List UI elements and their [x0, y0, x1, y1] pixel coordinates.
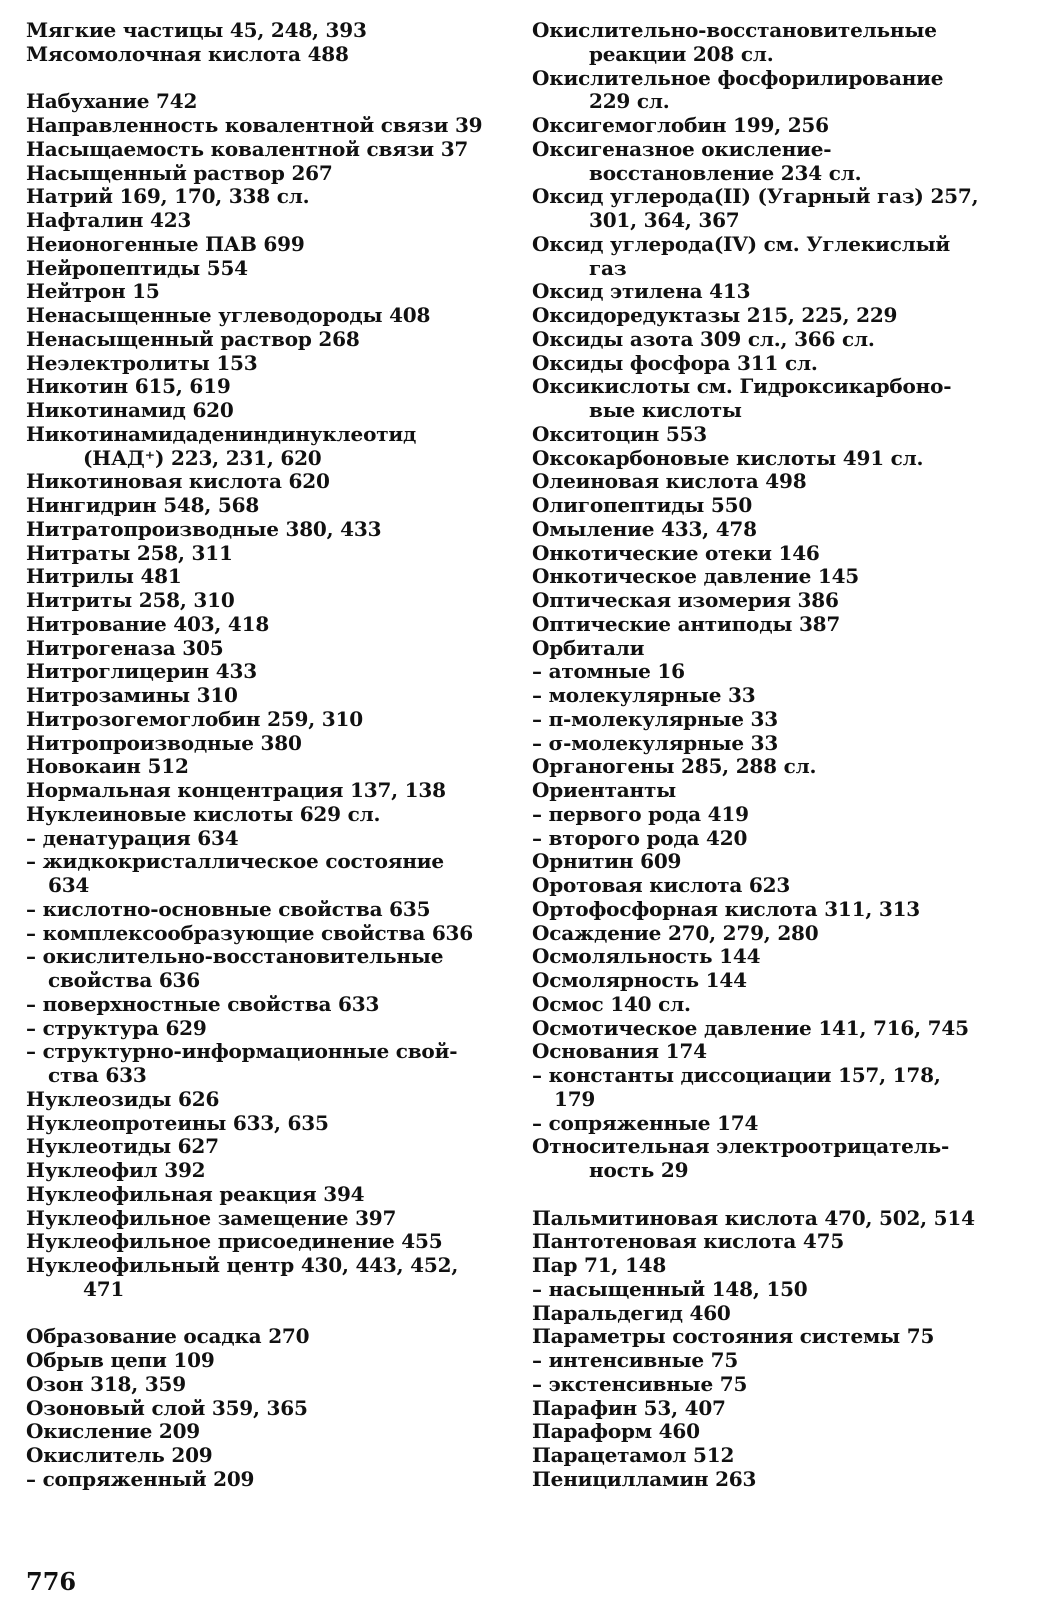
index-subentry — [532, 1349, 1012, 1373]
index-entry — [532, 922, 1012, 946]
index-entry-text: – σ-молекулярные 33 — [532, 730, 779, 755]
index-entry — [532, 945, 1012, 969]
index-entry — [26, 138, 506, 162]
index-entry — [532, 280, 1012, 304]
index-entry-text: – насыщенный 148, 150 — [532, 1276, 808, 1301]
index-entry-text: Нуклеиновые кислоты 629 сл. — [26, 801, 381, 826]
index-entry-text: Обрыв цепи 109 — [26, 1348, 215, 1372]
index-entry — [532, 1420, 1012, 1444]
index-entry — [26, 803, 506, 827]
index-entry — [26, 375, 506, 399]
index-entry-continuation: ность 29 — [589, 1158, 689, 1182]
index-entry-text: – сопряженные 174 — [532, 1110, 759, 1135]
index-entry-text: Ориентанты — [532, 778, 677, 802]
index-entry — [532, 1040, 1012, 1064]
index-entry-text: Онкотическое давление 145 — [532, 564, 860, 589]
index-entry-text: Нитропроизводные 380 — [26, 730, 302, 755]
index-entry — [532, 613, 1012, 637]
index-entry-text: Относительная электроотрицатель- — [532, 1134, 950, 1159]
index-entry-text: – структурно-информационные свой- — [26, 1039, 458, 1064]
index-subentry — [26, 1040, 506, 1088]
index-entry-continuation: 179 — [554, 1086, 596, 1111]
index-subentry — [26, 922, 506, 946]
index-entry-text: – денатурация 634 — [26, 825, 239, 850]
index-entry-text: – сопряженный 209 — [26, 1466, 255, 1491]
index-entry-text: Неионогенные ПАВ 699 — [26, 231, 305, 256]
index-entry-continuation: газ — [589, 255, 627, 280]
index-entry — [26, 19, 506, 43]
index-entry-text: – первого рода 419 — [532, 801, 749, 826]
index-entry-text: Нитрозогемоглобин 259, 310 — [26, 706, 363, 731]
index-entry — [26, 494, 506, 518]
index-entry — [532, 874, 1012, 898]
index-subentry — [532, 1373, 1012, 1397]
index-entry-text: Оксигеназное окисление- — [532, 136, 832, 161]
index-entry-text: Насыщаемость ковалентной связи 37 — [26, 136, 469, 161]
index-entry-text: Нуклеофильное замещение 397 — [26, 1205, 397, 1230]
index-entry — [532, 1444, 1012, 1468]
index-entry — [26, 209, 506, 233]
index-entry-text: Нитратопроизводные 380, 433 — [26, 516, 382, 541]
index-entry — [532, 1302, 1012, 1326]
index-entry-text: Насыщенный раствор 267 — [26, 160, 333, 185]
index-entry — [26, 1135, 506, 1159]
index-entry-text: Окситоцин 553 — [532, 421, 707, 446]
index-entry-text: – кислотно-основные свойства 635 — [26, 896, 431, 921]
index-entry-text: Мясомолочная кислота 488 — [26, 41, 349, 66]
index-entry-text: Никотинамид 620 — [26, 398, 234, 422]
index-entry — [532, 138, 1012, 186]
index-entry-text: Оксиды азота 309 сл., 366 сл. — [532, 326, 875, 351]
index-entry-text: Оксид этилена 413 — [532, 279, 751, 304]
index-subentry — [532, 1064, 1012, 1112]
index-entry-text: Нитрогеназа 305 — [26, 635, 224, 660]
index-entry-text: Нормальная концентрация 137, 138 — [26, 778, 446, 802]
index-entry-text: Осмос 140 сл. — [532, 991, 691, 1016]
index-entry — [26, 1373, 506, 1397]
index-subentry — [26, 993, 506, 1017]
index-entry-text: Оксид углерода(II) (Угарный газ) 257, — [532, 184, 979, 209]
index-subentry — [26, 850, 506, 898]
index-entry — [26, 1349, 506, 1373]
index-entry-text: Онкотические отеки 146 — [532, 540, 820, 565]
index-entry-continuation: 471 — [83, 1276, 125, 1301]
index-entry — [26, 684, 506, 708]
index-entry-text: Оксокарбоновые кислоты 491 сл. — [532, 445, 924, 470]
index-subentry — [532, 684, 1012, 708]
index-entry — [26, 660, 506, 684]
index-entry-text: Озон 318, 359 — [26, 1371, 186, 1396]
index-entry-text: Оксигемоглобин 199, 256 — [532, 113, 829, 137]
index-entry-continuation: 229 сл. — [589, 89, 670, 114]
index-entry — [26, 162, 506, 186]
index-entry — [532, 185, 1012, 233]
index-entry — [532, 423, 1012, 447]
index-entry-text: Параформ 460 — [532, 1419, 700, 1444]
index-entry — [532, 114, 1012, 138]
index-entry-continuation: свойства 636 — [48, 968, 200, 992]
index-entry — [26, 637, 506, 661]
index-entry — [26, 732, 506, 756]
index-entry-text: Нуклеофил 392 — [26, 1158, 206, 1182]
index-entry-continuation: восстановление 234 сл. — [589, 160, 862, 185]
index-entry — [532, 589, 1012, 613]
index-entry-text: Нитроглицерин 433 — [26, 659, 257, 684]
index-entry-text: Орнитин 609 — [532, 849, 682, 874]
index-entry — [532, 1397, 1012, 1421]
index-entry — [532, 375, 1012, 423]
index-entry — [532, 1017, 1012, 1041]
index-entry — [532, 1325, 1012, 1349]
index-entry — [26, 1207, 506, 1231]
index-entry-text: Окислительное фосфорилирование — [532, 65, 944, 90]
index-entry-text: – константы диссоциации 157, 178, — [532, 1063, 941, 1087]
index-entry-text: Мягкие частицы 45, 248, 393 — [26, 18, 367, 42]
index-entry-text: Оксикислоты см. Гидроксикарбоно- — [532, 374, 952, 399]
index-entry-text: Ортофосфорная кислота 311, 313 — [532, 896, 921, 921]
index-entry — [26, 1397, 506, 1421]
index-entry-text: – комплексообразующие свойства 636 — [26, 920, 473, 945]
index-entry-text: Омыление 433, 478 — [532, 516, 757, 541]
index-entry — [26, 779, 506, 803]
index-entry-text: Ненасыщенный раствор 268 — [26, 326, 360, 351]
index-entry-continuation: 301, 364, 367 — [589, 208, 740, 232]
index-entry — [26, 352, 506, 376]
index-entry — [532, 19, 1012, 67]
index-entry-text: Неэлектролиты 153 — [26, 350, 258, 375]
index-entry-text: Окислитель 209 — [26, 1443, 213, 1467]
index-entry — [532, 993, 1012, 1017]
index-entry-text: Олигопептиды 550 — [532, 493, 753, 517]
index-entry — [532, 779, 1012, 803]
index-entry-text: Образование осадка 270 — [26, 1324, 310, 1349]
index-entry-text: Нуклеофильная реакция 394 — [26, 1181, 365, 1206]
index-entry-text: Нитрозамины 310 — [26, 683, 238, 707]
index-entry — [26, 518, 506, 542]
index-entry — [532, 328, 1012, 352]
index-entry-text: Орбитали — [532, 635, 645, 660]
index-column-left — [26, 19, 506, 1492]
index-entry-continuation: реакции 208 сл. — [589, 41, 774, 66]
index-entry — [532, 470, 1012, 494]
index-entry-text: Пеницилламин 263 — [532, 1466, 757, 1491]
index-column-right — [532, 19, 1012, 1492]
index-entry-text: Оптическая изомерия 386 — [532, 588, 839, 612]
index-entry-text: Оксиды фосфора 311 сл. — [532, 350, 818, 375]
index-entry-text: Основания 174 — [532, 1039, 707, 1064]
index-entry — [26, 304, 506, 328]
index-entry — [26, 1420, 506, 1444]
index-entry-text: Никотиновая кислота 620 — [26, 469, 330, 494]
index-entry — [26, 43, 506, 67]
index-entry-text: Озоновый слой 359, 365 — [26, 1395, 308, 1420]
index-entry — [26, 1254, 506, 1302]
index-entry-text: Никотин 615, 619 — [26, 374, 231, 399]
index-entry — [26, 185, 506, 209]
index-entry-text: – атомные 16 — [532, 659, 685, 684]
index-entry — [532, 67, 1012, 115]
index-entry-continuation: вые кислоты — [589, 398, 742, 422]
index-subentry — [532, 660, 1012, 684]
index-entry-text: – экстенсивные 75 — [532, 1371, 748, 1396]
index-entry-text: Нитриты 258, 310 — [26, 588, 235, 612]
index-entry-text: Нитрилы 481 — [26, 564, 182, 589]
index-entry-text: Паральдегид 460 — [532, 1300, 731, 1325]
index-subentry — [532, 1278, 1012, 1302]
index-entry-text: Осмолярность 144 — [532, 968, 747, 992]
index-entry-text: Направленность ковалентной связи 39 — [26, 113, 483, 137]
index-entry — [26, 1183, 506, 1207]
index-entry — [26, 470, 506, 494]
index-entry — [532, 542, 1012, 566]
index-entry — [26, 1088, 506, 1112]
index-entry-text: Нуклеофильный центр 430, 443, 452, — [26, 1253, 459, 1277]
index-entry-text: Параметры состояния системы 75 — [532, 1324, 935, 1349]
index-entry-text: – молекулярные 33 — [532, 683, 756, 707]
index-entry-text: Нуклеопротеины 633, 635 — [26, 1110, 329, 1135]
index-subentry — [26, 827, 506, 851]
index-entry — [26, 755, 506, 779]
index-entry-continuation: ства 633 — [48, 1063, 147, 1087]
page-number: 776 — [26, 1567, 77, 1596]
index-entry — [26, 114, 506, 138]
index-entry-text: – жидкокристаллическое состояние — [26, 849, 444, 874]
index-entry-text: – интенсивные 75 — [532, 1348, 739, 1372]
index-entry-text: Нитрование 403, 418 — [26, 611, 270, 636]
index-entry-text: – второго рода 420 — [532, 825, 748, 850]
index-entry — [26, 280, 506, 304]
index-entry — [532, 304, 1012, 328]
index-entry — [26, 1325, 506, 1349]
index-entry-text: Осмотическое давление 141, 716, 745 — [532, 1015, 969, 1040]
index-entry — [26, 613, 506, 637]
index-subentry — [532, 827, 1012, 851]
index-entry-text: Пар 71, 148 — [532, 1253, 667, 1277]
index-entry — [26, 233, 506, 257]
index-entry-text: Ненасыщенные углеводороды 408 — [26, 303, 431, 327]
index-entry — [26, 1444, 506, 1468]
index-entry — [26, 1159, 506, 1183]
index-entry-text: Окисление 209 — [26, 1419, 201, 1444]
letter-group-gap — [26, 67, 506, 91]
index-entry-text: Парацетамол 512 — [532, 1443, 735, 1467]
index-entry-continuation: 634 — [48, 873, 90, 897]
index-entry-text: Парафин 53, 407 — [532, 1395, 726, 1420]
index-entry — [532, 565, 1012, 589]
index-entry — [532, 447, 1012, 471]
index-entry-text: – π-молекулярные 33 — [532, 706, 778, 731]
index-entry — [532, 1207, 1012, 1231]
letter-group-gap — [532, 1183, 1012, 1207]
index-entry-text: Оптические антиподы 387 — [532, 611, 841, 636]
index-entry — [26, 328, 506, 352]
index-entry — [26, 708, 506, 732]
index-entry-text: Окислительно-восстановительные — [532, 18, 937, 42]
index-subentry — [532, 1112, 1012, 1136]
index-subentry — [26, 1468, 506, 1492]
index-entry-text: – окислительно-восстановительные — [26, 944, 444, 969]
index-entry-text: Нуклеофильное присоединение 455 — [26, 1229, 443, 1254]
index-entry — [26, 90, 506, 114]
index-entry — [532, 1230, 1012, 1254]
index-entry-text: Оксид углерода(IV) см. Углекислый — [532, 231, 951, 256]
index-entry — [26, 589, 506, 613]
index-entry-text: Нингидрин 548, 568 — [26, 493, 260, 517]
index-entry-text: Органогены 285, 288 сл. — [532, 754, 817, 779]
index-subentry — [26, 1017, 506, 1041]
index-entry — [26, 565, 506, 589]
index-subentry — [532, 803, 1012, 827]
index-entry-text: Оксидоредуктазы 215, 225, 229 — [532, 303, 898, 327]
index-entry-text: – поверхностные свойства 633 — [26, 991, 380, 1016]
index-entry-text: Нуклеозиды 626 — [26, 1086, 220, 1111]
index-entry — [532, 352, 1012, 376]
index-entry — [26, 1112, 506, 1136]
index-entry-text: Нафталин 423 — [26, 208, 192, 232]
index-subentry — [26, 945, 506, 993]
index-entry-text: Осаждение 270, 279, 280 — [532, 920, 819, 945]
index-entry — [532, 898, 1012, 922]
index-entry — [532, 233, 1012, 281]
index-entry-text: – структура 629 — [26, 1015, 207, 1040]
index-entry — [532, 1468, 1012, 1492]
index-entry — [26, 542, 506, 566]
index-entry-text: Набухание 742 — [26, 89, 198, 114]
index-subentry — [532, 732, 1012, 756]
index-entry-text: Оротовая кислота 623 — [532, 873, 791, 897]
index-entry — [26, 423, 506, 471]
index-entry — [532, 755, 1012, 779]
index-entry-text: Осмоляльность 144 — [532, 944, 761, 969]
index-entry-continuation: (НАД⁺) 223, 231, 620 — [83, 445, 322, 470]
index-entry — [532, 494, 1012, 518]
index-entry-text: Натрий 169, 170, 338 сл. — [26, 184, 310, 209]
index-entry-text: Нуклеотиды 627 — [26, 1134, 219, 1159]
index-entry — [532, 850, 1012, 874]
index-entry-text: Нитраты 258, 311 — [26, 540, 233, 565]
index-entry — [26, 257, 506, 281]
index-subentry — [532, 708, 1012, 732]
index-entry — [26, 1230, 506, 1254]
index-entry — [532, 1135, 1012, 1183]
index-entry — [26, 399, 506, 423]
index-entry-text: Пальмитиновая кислота 470, 502, 514 — [532, 1205, 975, 1230]
letter-group-gap — [26, 1302, 506, 1326]
index-entry-text: Олеиновая кислота 498 — [532, 469, 807, 494]
index-entry — [532, 1254, 1012, 1278]
index-entry-text: Нейропептиды 554 — [26, 255, 248, 280]
index-entry — [532, 518, 1012, 542]
index-entry-text: Новокаин 512 — [26, 754, 189, 779]
index-entry-text: Нейтрон 15 — [26, 279, 160, 304]
index-entry — [532, 637, 1012, 661]
index-entry-text: Пантотеновая кислота 475 — [532, 1229, 845, 1254]
index-entry-text: Никотинамидадениндинуклеотид — [26, 421, 417, 446]
index-subentry — [26, 898, 506, 922]
index-entry — [532, 969, 1012, 993]
